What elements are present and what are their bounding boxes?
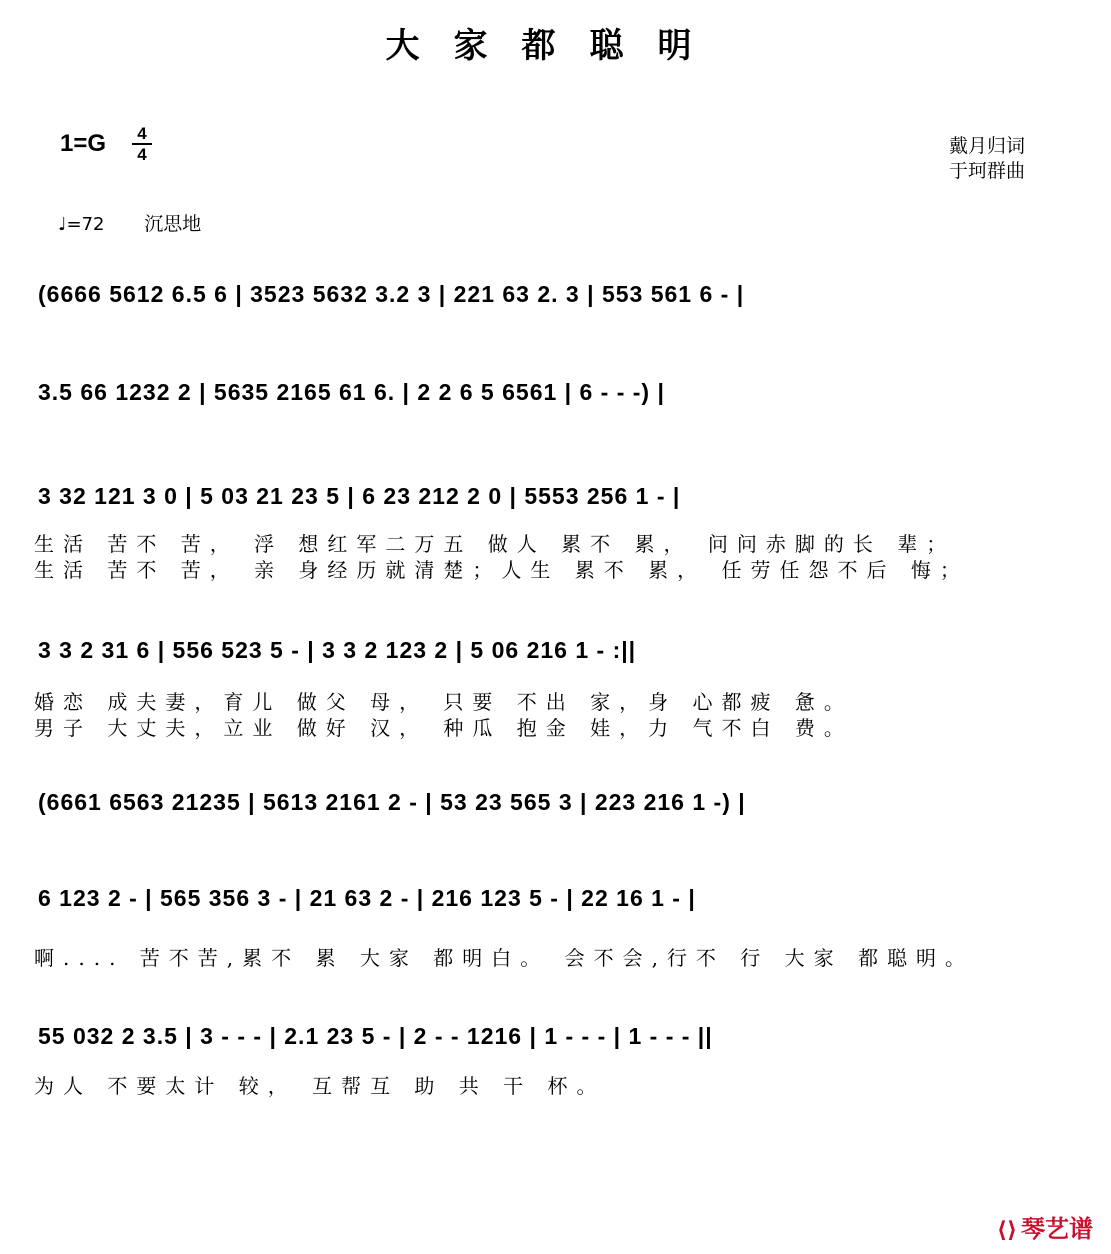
composer-credit: 于珂群曲 [948,160,1025,182]
key-signature: 1=G [60,130,107,157]
lyric-line: 男子 大丈夫，立业 做好 汉， 种瓜 抱金 娃，力 气不白 费。 [34,716,853,740]
music-system-2 [30,366,1070,418]
tempo-mark: ♩=72 [58,214,105,235]
lyric-line: 为人 不要太计 较， 互帮互 助 共 干 杯。 [34,1074,606,1098]
lyricist-credit: 戴月归词 [948,135,1025,157]
notation-line: 3 32 121 3 0 | 5 03 21 23 5 | 6 23 212 2 0 | 5553 256 1 - | [38,483,681,509]
notation-line: 6 123 2 - | 565 356 3 - | 21 63 2 - | 216 123 5 - | 22 16 1 - | [38,885,696,911]
notation-line: 3.5 66 1232 2 | 5635 2165 61 6. | 2 2 6 5 6561 | 6 - - -) | [38,379,665,405]
time-signature-bottom: 4 [137,145,147,164]
music-system-7 [30,1010,1070,1062]
lyric-line: 啊.... 苦不苦,累不 累 大家 都明白。 会不会,行不 行 大家 都聪明。 [34,946,975,970]
notation-line: 55 032 2 3.5 | 3 - - - | 2.1 23 5 - | 2 - - 1216 | 1 - - - | 1 - - - || [38,1023,713,1049]
notation-line: (6661 6563 21235 | 5613 2161 2 - | 53 23 565 3 | 223 216 1 -) | [38,789,746,815]
time-signature [132,125,152,163]
lyric-line: 生活 苦不 苦， 浮 想红军二万五 做人 累不 累， 问问赤脚的长 辈； [34,532,956,556]
notation-line: 3 3 2 31 6 | 556 523 5 - | 3 3 2 123 2 | 5 06 216 1 - :|| [38,637,637,663]
qinyipu-logo-icon: ⟨⟩ [996,1218,1017,1243]
music-system-5 [30,776,1070,828]
score-title: 大家都聪明 [385,26,726,66]
music-system-3 [30,470,1070,522]
music-system-4 [30,624,1070,676]
lyric-line: 生活 苦不 苦， 亲 身经历就清楚；人生 累不 累， 任劳任怨不后 悔； [34,558,969,582]
lyric-line: 婚恋 成夫妻，育儿 做父 母， 只要 不出 家，身 心都疲 惫。 [34,690,853,714]
notation-line: (6666 5612 6.5 6 | 3523 5632 3.2 3 | 221 63 2. 3 | 553 561 6 - | [38,281,745,307]
credits [949,134,1025,184]
time-signature-top: 4 [137,124,147,143]
tempo-marking [58,209,201,236]
expression-mark: 沉思地 [144,213,202,235]
music-system-1 [30,268,1070,320]
watermark-text: 琴艺谱 [1021,1215,1093,1243]
watermark [997,1209,1093,1244]
music-system-6 [30,872,1070,924]
